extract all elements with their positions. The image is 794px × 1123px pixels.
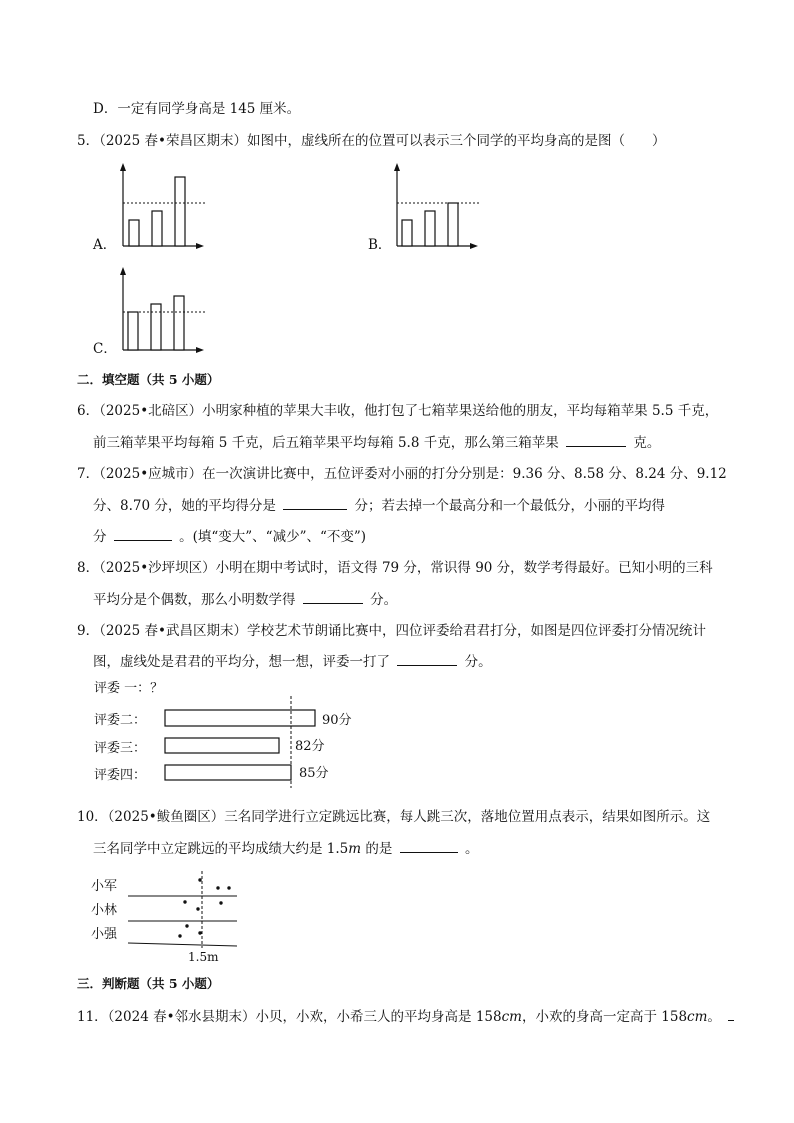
q7-answer-blank-1[interactable] <box>283 497 347 510</box>
q11-line <box>77 1008 737 1026</box>
q6-line1: 6．（2025•北碚区）小明家种植的苹果大丰收，他打包了七箱苹果送给他的朋友，平均每箱苹果 5.5 千克， <box>77 403 719 419</box>
q8-line1: 8．（2025•沙坪坝区）小明在期中考试时，语文得 79 分，常识得 90 分，数学考得最好。已知小明的三科 <box>77 560 713 576</box>
q10-line2-mid: 的是 <box>361 841 393 857</box>
q9-line2-text: 图，虚线处是君君的平均分，想一想，评委一打了 <box>93 654 390 670</box>
q10-line1: 10．（2025•鲅鱼圈区）三名同学进行立定跳远比赛，每人跳三次，落地位置用点表示，结果如图所示。这 <box>77 809 711 825</box>
q11-answer-blank[interactable] <box>728 1008 734 1021</box>
q9-score-3: 82分 <box>295 739 325 754</box>
q10-answer-blank[interactable] <box>400 840 458 853</box>
q9-line1: 9．（2025 春•武昌区期末）学校艺术节朗诵比赛中，四位评委给君君打分，如图是四位评委打分情况统计 <box>77 623 706 639</box>
section2-heading: 二．填空题（共 5 小题） <box>77 372 220 387</box>
q4-option-d: D．一定有同学身高是 145 厘米。 <box>93 101 301 117</box>
q9-score-2: 90分 <box>322 713 352 728</box>
q11-text-a: 11．（2024 春•邻水县期末）小贝，小欢，小希三人的平均身高是 158 <box>77 1009 502 1025</box>
q5a-bar-2 <box>152 211 162 246</box>
q9-line2-unit: 分。 <box>464 654 492 670</box>
q5-label-c: C． <box>93 341 117 357</box>
q5a-bar-1 <box>129 220 139 246</box>
section3-heading: 三．判断题（共 5 小题） <box>77 976 220 991</box>
q6-answer-blank[interactable] <box>566 434 626 447</box>
q8-line2-text: 平均分是个偶数，那么小明数学得 <box>93 592 296 608</box>
q11-text-b: ，小欢的身高一定高于 158 <box>521 1009 688 1025</box>
q10-dot-xiaoqiang-1 <box>185 924 188 927</box>
q11-text-c: 。 <box>707 1009 721 1025</box>
q10-line2-text: 三名同学中立定跳远的平均成绩大约是 1.5 <box>93 841 349 857</box>
q6-line2-text: 前三箱苹果平均每箱 5 千克，后五箱苹果平均每箱 5.8 千克，那么第三箱苹果 <box>93 435 559 451</box>
q5-figure-a <box>116 162 206 252</box>
q10-dot-xiaojun-1 <box>198 878 201 881</box>
q5-stem: 5．（2025 春•荣昌区期末）如图中，虚线所在的位置可以表示三个同学的平均身高的是图（ ） <box>77 133 666 149</box>
q5b-bar-3 <box>448 203 458 246</box>
q5c-bar-3 <box>174 296 184 350</box>
q10-row2-label: 小林 <box>91 903 118 918</box>
q10-row1-label: 小军 <box>91 879 118 894</box>
q7-line3-text: 分 <box>93 529 107 545</box>
q10-unit-m: m <box>348 841 362 857</box>
q9-score-4: 85分 <box>299 766 329 781</box>
q10-dot-xiaolin-2 <box>219 901 222 904</box>
q5b-bar-2 <box>425 211 435 246</box>
q9-row2-label: 评委二： <box>94 713 147 728</box>
q5-label-b: B． <box>368 237 392 253</box>
q7-line2-text: 分、8.70 分，她的平均得分是 <box>93 498 276 514</box>
q7-line3 <box>93 528 366 546</box>
q5-label-a: A． <box>93 237 117 253</box>
q5c-bar-2 <box>151 304 161 350</box>
q5c-bar-1 <box>128 312 138 350</box>
q9-row3-label: 评委三： <box>94 741 147 756</box>
q10-jump-chart <box>88 866 248 964</box>
q10-dot-xiaojun-2 <box>216 886 219 889</box>
q6-line2-unit: 克。 <box>633 435 661 451</box>
q7-line3-rest: 。(填“变大”、“减少”、“不变”) <box>179 529 367 545</box>
q8-answer-blank[interactable] <box>303 591 363 604</box>
q7-line1: 7．（2025•应城市）在一次演讲比赛中，五位评委对小丽的打分分别是：9.36 分、8.58 分、8.24 分、9.12 <box>77 466 727 482</box>
q8-line2 <box>93 591 397 609</box>
q10-dot-xiaojun-3 <box>227 886 230 889</box>
q9-bar-judge-4 <box>165 765 291 780</box>
q10-line2-end: 。 <box>464 841 479 857</box>
q6-line2 <box>93 434 660 452</box>
q5-figure-c <box>116 266 206 356</box>
q9-answer-blank[interactable] <box>397 653 457 666</box>
q10-line2 <box>93 840 478 858</box>
q5-figure-b <box>390 162 480 252</box>
q9-row4-label: 评委四： <box>94 768 147 783</box>
q11-unit-2: cm <box>687 1009 708 1025</box>
q9-bar-judge-2 <box>165 710 315 726</box>
q10-dot-xiaoqiang-3 <box>198 931 201 934</box>
q10-dot-xiaolin-3 <box>196 907 199 910</box>
q7-line2 <box>93 497 665 515</box>
q10-row3-label: 小强 <box>91 927 118 942</box>
q9-line2 <box>93 653 492 671</box>
q9-row1-label: 评委 一：？ <box>94 681 164 696</box>
q9-score-chart <box>90 676 370 788</box>
q8-line2-unit: 分。 <box>370 592 398 608</box>
q11-unit-1: cm <box>501 1009 522 1025</box>
q9-bar-judge-3 <box>165 738 279 753</box>
q5b-bar-1 <box>402 220 412 246</box>
q7-answer-blank-2[interactable] <box>114 528 172 541</box>
q10-dot-xiaolin-1 <box>183 900 186 903</box>
q10-axis-label: 1.5m <box>188 950 219 964</box>
q10-dot-xiaoqiang-2 <box>178 934 181 937</box>
q5a-bar-3 <box>175 177 185 246</box>
q7-line2-rest: 分；若去掉一个最高分和一个最低分，小丽的平均得 <box>354 498 665 514</box>
